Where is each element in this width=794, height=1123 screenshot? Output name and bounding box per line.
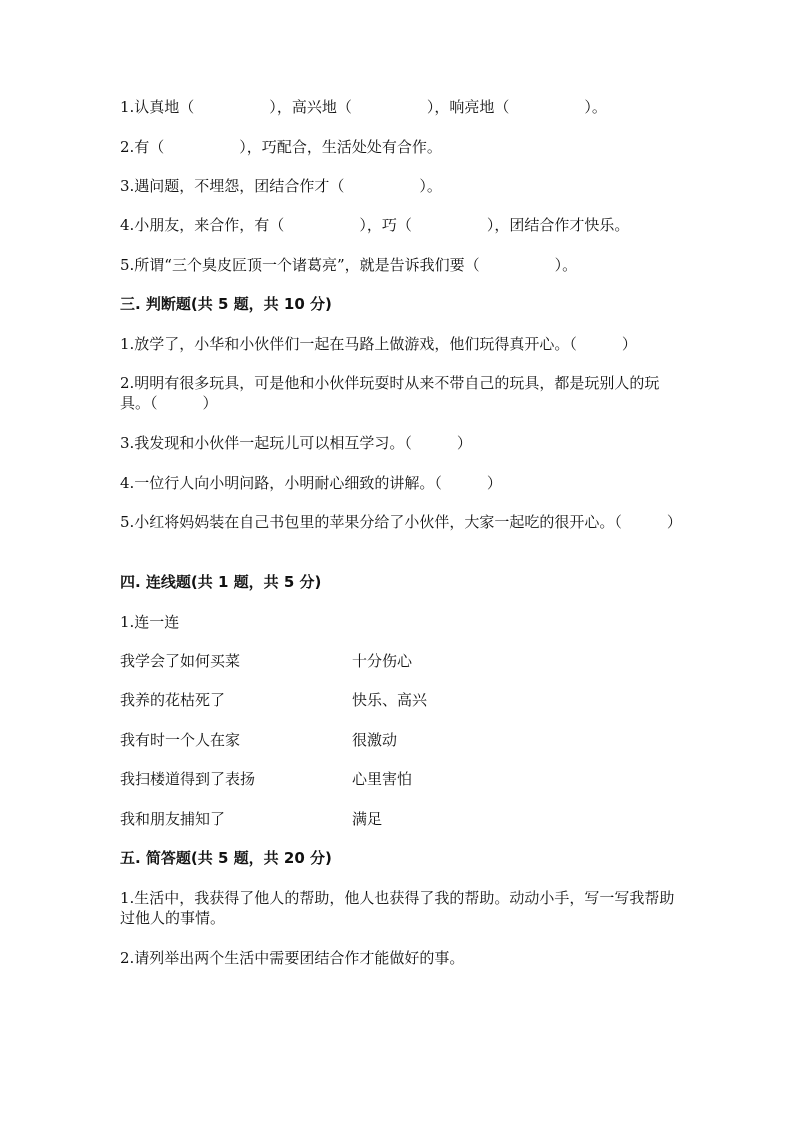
fill-in-question-3: 3.遇问题，不埋怨，团结合作才（ ）。 bbox=[120, 177, 442, 195]
matching-right-item: 十分伤心 bbox=[352, 652, 413, 670]
section-heading-short-answer: 五. 简答题(共 5 题，共 20 分) bbox=[120, 849, 332, 867]
judgment-question-4: 4.一位行人向小明问路，小明耐心细致的讲解。（ ） bbox=[120, 474, 502, 492]
matching-right-item: 快乐、高兴 bbox=[352, 691, 428, 709]
matching-right-item: 很激动 bbox=[352, 731, 398, 749]
section-heading-judgment: 三. 判断题(共 5 题，共 10 分) bbox=[120, 295, 332, 313]
section-heading-matching: 四. 连线题(共 1 题，共 5 分) bbox=[120, 573, 322, 591]
judgment-question-5: 5.小红将妈妈装在自己书包里的苹果分给了小伙伴，大家一起吃的很开心。（ ） bbox=[120, 513, 682, 531]
fill-in-question-2: 2.有（ ），巧配合，生活处处有合作。 bbox=[120, 138, 442, 156]
judgment-question-1: 1.放学了，小华和小伙伴们一起在马路上做游戏，他们玩得真开心。（ ） bbox=[120, 335, 637, 353]
fill-in-question-4: 4.小朋友，来合作，有（ ），巧（ ），团结合作才快乐。 bbox=[120, 216, 630, 234]
short-answer-question-2: 2.请列举出两个生活中需要团结合作才能做好的事。 bbox=[120, 949, 465, 967]
matching-left-item: 我有时一个人在家 bbox=[120, 731, 241, 749]
fill-in-question-1: 1.认真地（ ），高兴地（ ），响亮地（ ）。 bbox=[120, 98, 607, 116]
fill-in-question-5: 5.所谓“三个臭皮匠顶一个诸葛亮”，就是告诉我们要（ ）。 bbox=[120, 256, 578, 274]
matching-left-item: 我扫楼道得到了表扬 bbox=[120, 770, 256, 788]
matching-left-item: 我学会了如何买菜 bbox=[120, 652, 241, 670]
judgment-question-2: 2.明明有很多玩具，可是他和小伙伴玩耍时从来不带自己的玩具，都是玩别人的玩具。（ ） bbox=[120, 374, 660, 412]
matching-left-item: 我养的花枯死了 bbox=[120, 691, 226, 709]
matching-question: 1.连一连 bbox=[120, 613, 180, 631]
matching-right-item: 心里害怕 bbox=[352, 770, 413, 788]
matching-right-item: 满足 bbox=[352, 810, 383, 828]
judgment-question-3: 3.我发现和小伙伴一起玩儿可以相互学习。（ ） bbox=[120, 434, 472, 452]
short-answer-question-1: 1.生活中，我获得了他人的帮助，他人也获得了我的帮助。动动小手，写一写我帮助过他人的事情。 bbox=[120, 889, 675, 927]
matching-left-item: 我和朋友捕知了 bbox=[120, 810, 226, 828]
